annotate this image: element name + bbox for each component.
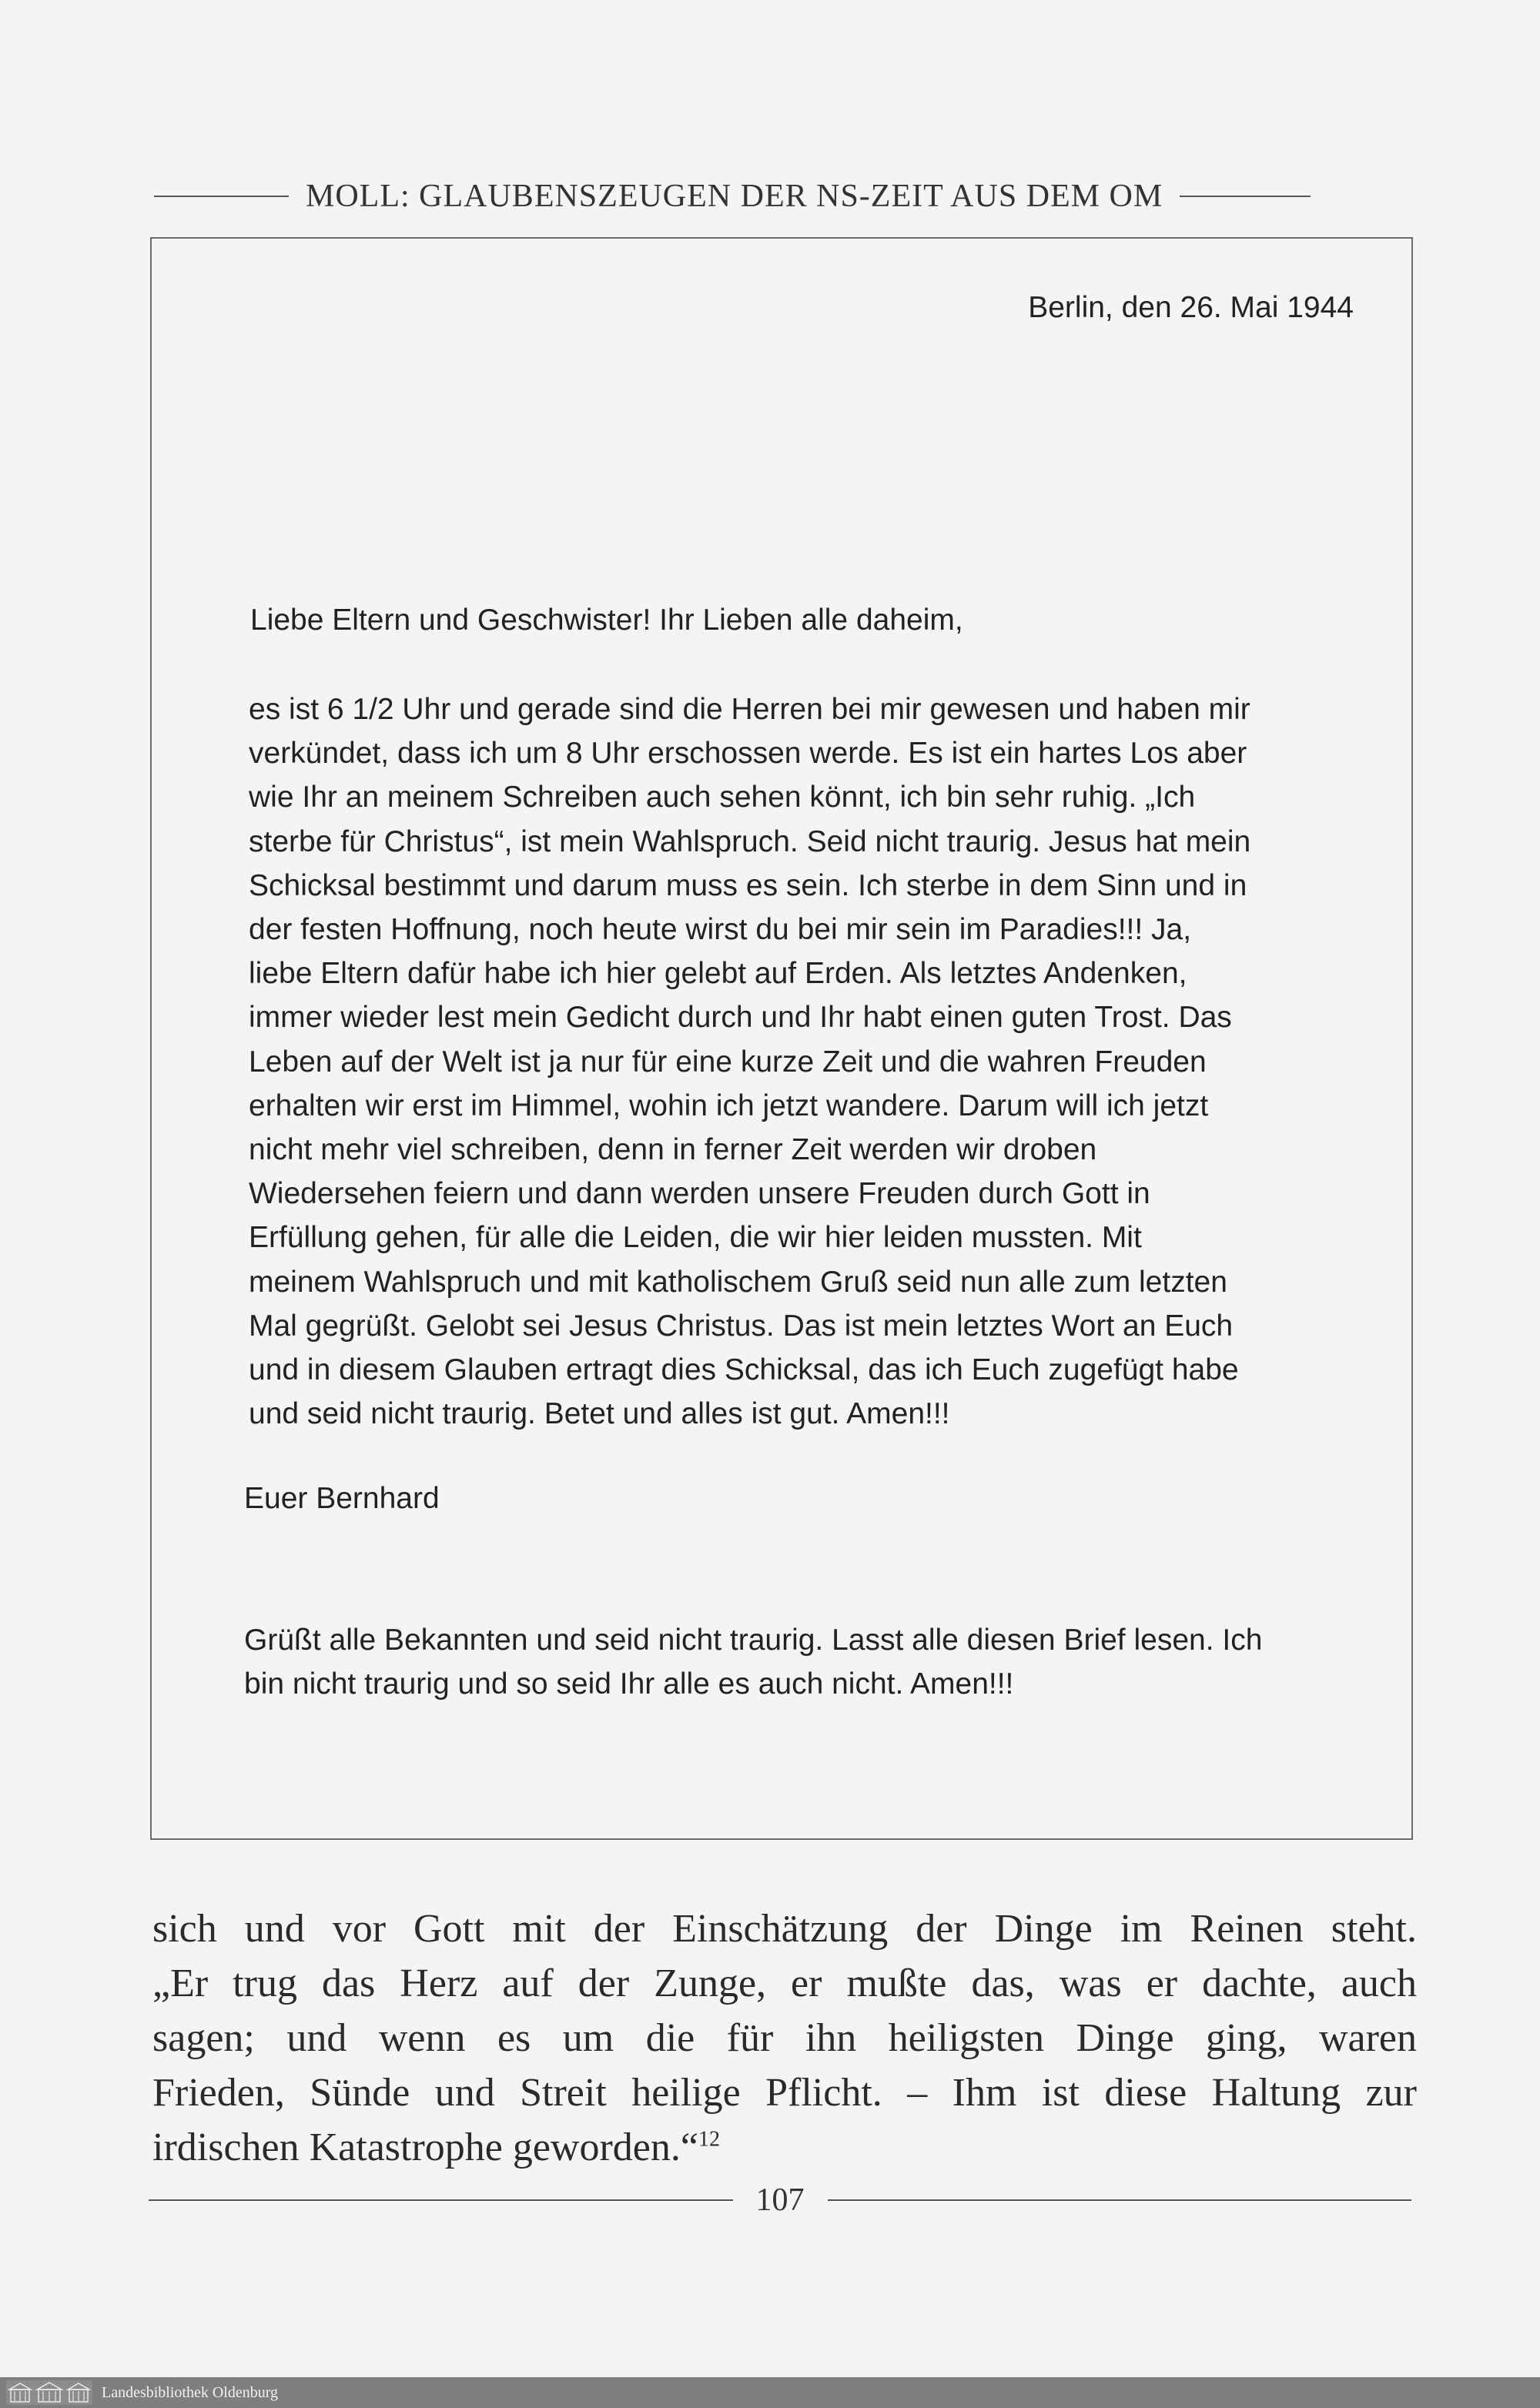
letter-body [249,687,1358,1436]
page-number: 107 [755,2182,805,2218]
letter-line: und seid nicht traurig. Betet und alles ist gut. Amen!!! [249,1397,950,1431]
library-watermark-bar [0,2377,1540,2408]
letter-line: liebe Eltern dafür habe ich hier gelebt auf Erden. Als letztes Andenken, [249,957,1187,991]
main-text-line: sich und vor Gott mit der Einschätzung der Dinge im Reinen steht. [152,1907,1417,1951]
letter-postscript [244,1618,1262,1706]
running-head-rule-left [154,196,289,197]
letter-line: Erfüllung gehen, für alle die Leiden, die wir hier leiden mussten. Mit [249,1221,1142,1255]
letter-date: Berlin, den 26. Mai 1944 [1028,291,1354,324]
footer-rule-right [828,2199,1412,2201]
letter-line: erhalten wir erst im Himmel, wohin ich jetzt wandere. Darum will ich jetzt [249,1089,1209,1122]
main-text-line: Frieden, Sünde und Streit heilige Pflicht. – Ihm ist diese Haltung zur [152,2071,1417,2115]
letter-line: meinem Wahlspruch und mit katholischem Gruß seid nun alle zum letzten [249,1265,1227,1299]
letter-transcription-box [150,237,1413,1840]
letter-line: sterbe für Christus“, ist mein Wahlspruch. Seid nicht traurig. Jesus hat mein [249,824,1251,858]
letter-salutation: Liebe Eltern und Geschwister! Ihr Lieben alle daheim, [250,604,963,637]
letter-line: es ist 6 1/2 Uhr und gerade sind die Herren bei mir gewesen und haben mir [249,693,1250,726]
letter-line: verkündet, dass ich um 8 Uhr erschossen werde. Es ist ein hartes Los aber [249,737,1247,771]
library-building-icon [6,2380,92,2405]
running-head-title: MOLL: GLAUBENSZEUGEN DER NS-ZEIT AUS DEM OM [306,179,1163,214]
letter-line: Leben auf der Welt ist ja nur für eine kurze Zeit und die wahren Freuden [249,1045,1207,1079]
letter-line: wie Ihr an meinem Schreiben auch sehen könnt, ich bin sehr ruhig. „Ich [249,781,1196,814]
main-text-line-end: irdischen Katastrophe geworden.“ [152,2125,698,2169]
postscript-line: Grüßt alle Bekannten und seid nicht traurig. Lasst alle diesen Brief lesen. Ich [244,1624,1263,1657]
page-footer [149,2177,1411,2223]
letter-signature: Euer Bernhard [244,1482,440,1515]
main-text-line: „Er trug das Herz auf der Zunge, er mußte das, was er dachte, auch [152,1962,1417,2005]
library-name: Landesbibliothek Oldenburg [102,2383,279,2401]
letter-line: der festen Hoffnung, noch heute wirst du bei mir sein im Paradies!!! Ja, [249,913,1192,947]
main-text-paragraph [152,1901,1417,2175]
letter-line: Mal gegrüßt. Gelobt sei Jesus Christus. Das ist mein letztes Wort an Euch [249,1309,1234,1343]
letter-line: nicht mehr viel schreiben, denn in ferner Zeit werden wir droben [249,1133,1097,1167]
footnote-reference[interactable]: 12 [698,2127,720,2152]
running-head [154,173,1417,219]
main-text-line-last [152,2120,1417,2175]
letter-line: Schicksal bestimmt und darum muss es sein. Ich sterbe in dem Sinn und in [249,868,1247,902]
letter-line: Wiedersehen feiern und dann werden unsere Freuden durch Gott in [249,1177,1150,1211]
postscript-line: bin nicht traurig und so seid Ihr alle es auch nicht. Amen!!! [244,1667,1014,1701]
footer-rule-left [149,2199,733,2201]
main-text-line: sagen; und wenn es um die für ihn heiligsten Dinge ging, waren [152,2016,1417,2060]
running-head-rule-right [1180,196,1311,197]
letter-line: immer wieder lest mein Gedicht durch und Ihr habt einen guten Trost. Das [249,1001,1232,1035]
letter-line: und in diesem Glauben ertragt dies Schicksal, das ich Euch zugefügt habe [249,1353,1239,1387]
